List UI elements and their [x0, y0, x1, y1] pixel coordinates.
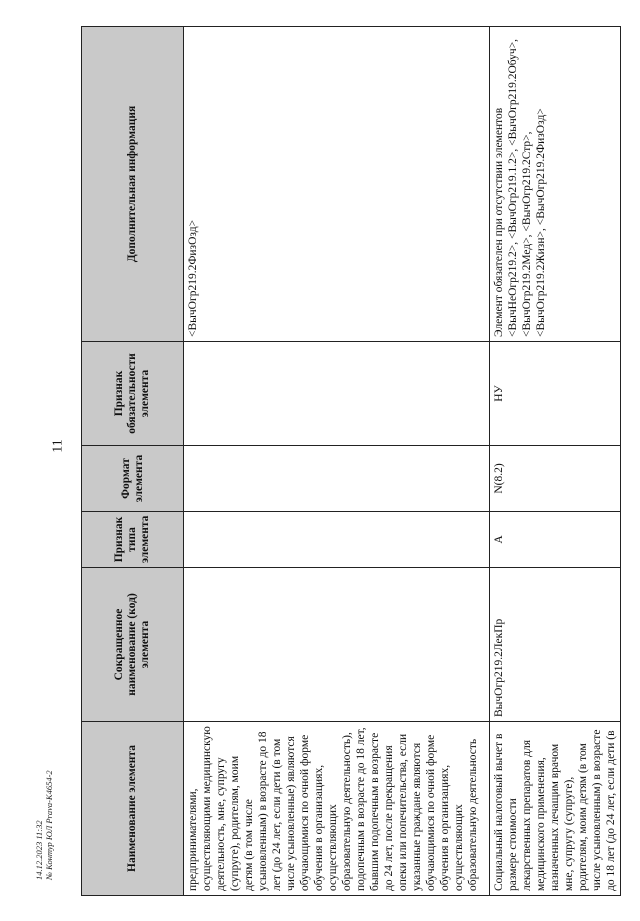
- table-row: [184, 27, 490, 896]
- cell-element-type: А: [490, 512, 621, 568]
- cell-element-format: N(8.2): [490, 446, 621, 512]
- header-element-required: Признак обязательности элемента: [82, 342, 184, 446]
- rotated-table-container: [81, 27, 617, 896]
- table-header-row: [82, 27, 184, 896]
- header-element-type: Признак типа элемента: [82, 512, 184, 568]
- cell-element-name: предпринимателями, осуществляющими медицинскую деятельность, мне, супругу (супруге), родителям, моим детям (в том числе усыновленным) в возрасте до 18 лет (до 24 лет, если дети (в том числе усыновленные) являются обучающимися по очной форме обучения в организациях, осуществляющих образовательную деятельность), подопечным в возрасте до 18 лет, бывшим подопечным в возрасте до 24 лет, после прекращения опеки или попечительства, если указанные граждане являются обучающимися по очной форме обучения в организациях, осуществляющих образовательную деятельность: [184, 722, 490, 896]
- cell-element-required: НУ: [490, 342, 621, 446]
- header-element-code: Сокращенное наименование (код) элемента: [82, 568, 184, 722]
- cell-additional-info: Элемент обязателен при отсутствии элементов <ВычНеОгр219.2>, <ВычОгр219.1.2>, <ВычОгр219.2Обуч>, <ВычОгр219.2Мед>, <ВычОгр219.2Стр>, <ВычОгр219.2Жизн>, <ВычОгр219.2ФизОзд>: [490, 27, 621, 342]
- table-row: [490, 27, 621, 896]
- cell-element-name: Социальный налоговый вычет в размере стоимости лекарственных препаратов для медицинского применения, назначенных лечащим врачом мне, супругу (супруге), родителям, моим детям (в том числе усыновленным) в возрасте до 18 лет (до 24 лет, если дети (в: [490, 722, 621, 896]
- header-element-format: Формат элемента: [82, 446, 184, 512]
- cell-additional-info: <ВычОгр219.2ФизОзд>: [184, 27, 490, 342]
- elements-table: [81, 26, 621, 896]
- page-number: 11: [50, 439, 66, 453]
- cell-element-code: [184, 568, 490, 722]
- header-element-name: Наименование элемента: [82, 722, 184, 896]
- cell-element-format: [184, 446, 490, 512]
- footer-document-id: № Контур ЮЛ Prava-К4654-2: [44, 770, 54, 880]
- header-additional-info: Дополнительная информация: [82, 27, 184, 342]
- cell-element-required: [184, 342, 490, 446]
- document-footer: [34, 540, 54, 880]
- footer-timestamp: 14.12.2023 11:32: [34, 820, 44, 880]
- cell-element-type: [184, 512, 490, 568]
- cell-element-code: ВычОгр219.2ЛекПр: [490, 568, 621, 722]
